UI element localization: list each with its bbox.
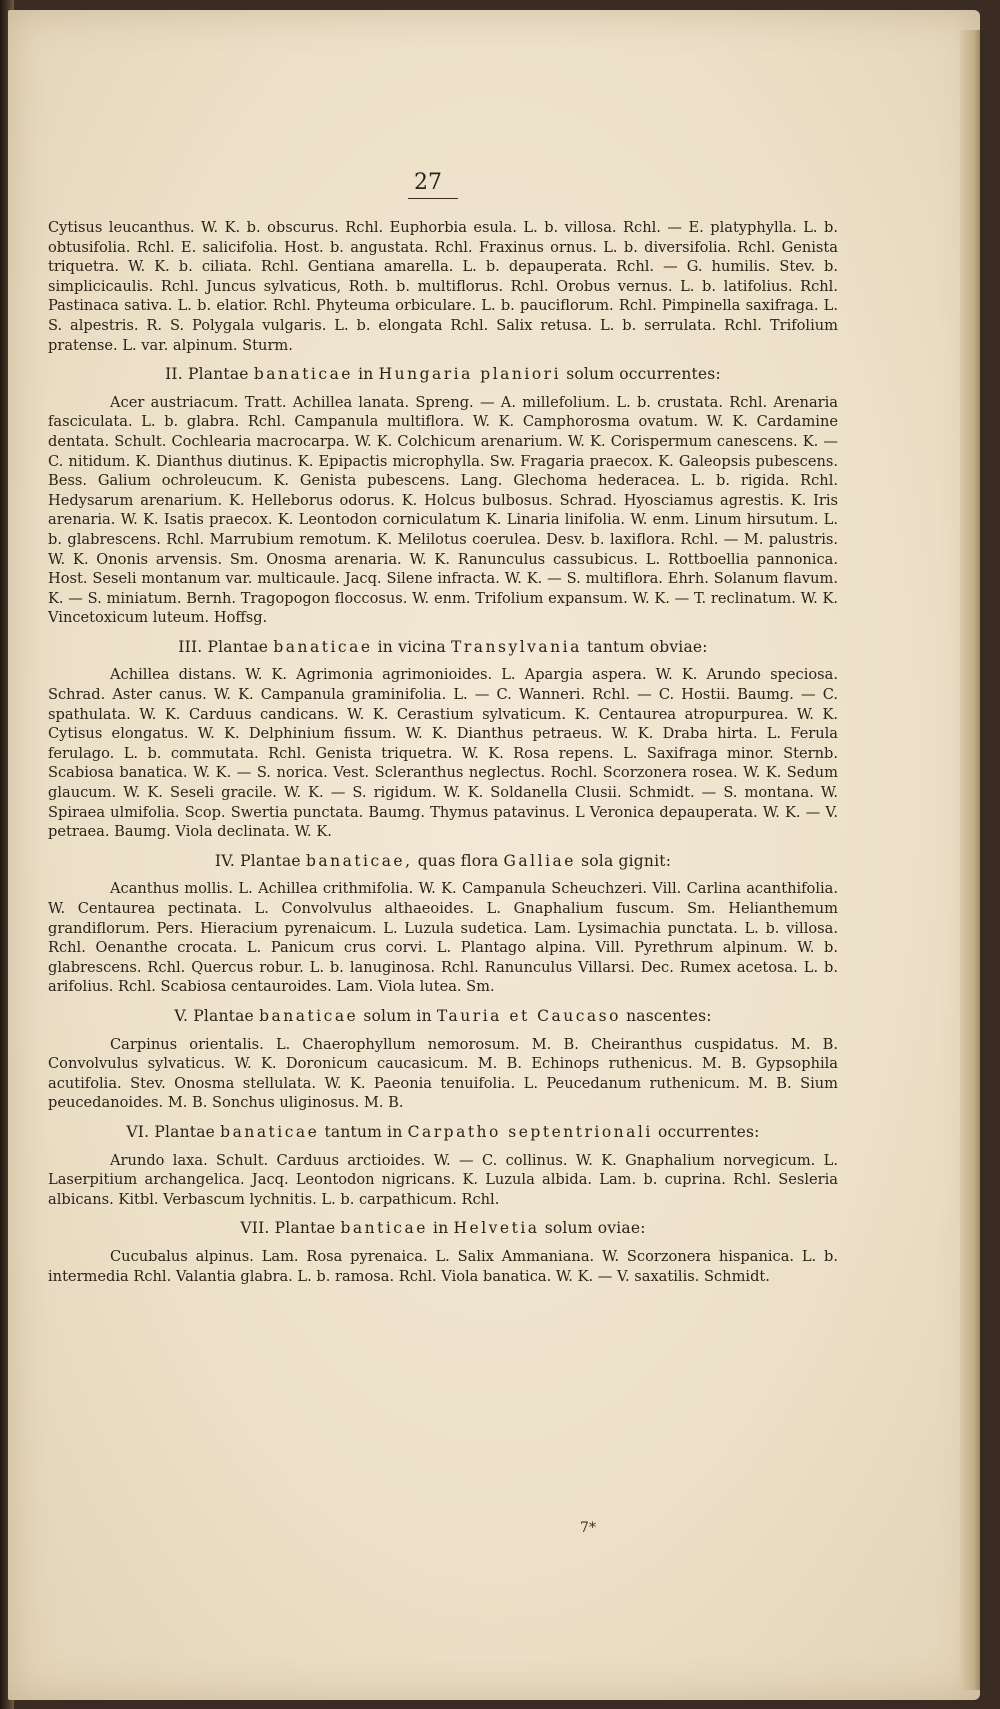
section-heading-v: V. Plantae banaticae solum in Tauria et Caucaso nascentes: — [174, 1006, 712, 1025]
section-text-vii: Cucubalus alpinus. Lam. Rosa pyrenaica. L. Salix Ammaniana. W. Scorzonera hispanica. L. b. intermedia Rchl. Valantia glabra. L. b. ramosa. Rchl. Viola banatica. W. K. — V. saxatilis. Schmidt. — [48, 1247, 838, 1285]
section-heading-vii: VII. Plantae banticae in Helvetia solum oviae: — [240, 1219, 646, 1238]
section-heading-ii: II. Plantae banaticae in Hungaria planiori solum occurrentes: — [165, 365, 721, 384]
section-heading-iii: III. Plantae banaticae in vicina Transylvania tantum obviae: — [178, 637, 708, 656]
section-text-iii: Achillea distans. W. K. Agrimonia agrimonioides. L. Apargia aspera. W. K. Arundo speciosa. Schrad. Aster canus. W. K. Campanula graminifolia. L. — C. Wanneri. Rchl. — C. Hostii. Baumg. — C. spathulata. W. K. Carduus candicans. W. K. Cerastium sylvaticum. K. Centaurea atropurpurea. W. K. Cytisus elongatus. W. K. Delphinium fissum. W. K. Dianthus petraeus. W. K. Draba hirta. L. Ferula ferulago. L. b. commutata. Rchl. Genista triquetra. W. K. Rosa repens. L. Saxifraga minor. Sternb. Scabiosa banatica. W. K. — S. norica. Vest. Scleranthus neglectus. Rochl. Scorzonera rosea. W. K. Sedum glaucum. W. K. Seseli gracile. W. K. — S. rigidum. W. K. Soldanella Clusii. Schmidt. — S. montana. W. Spiraea ulmifolia. Scop. Swertia punctata. Baumg. Thymus patavinus. L Veronica depauperata. W. K. — V. petraea. Baumg. Viola declinata. W. K. — [48, 666, 838, 841]
page-content — [48, 218, 838, 1286]
paragraph-continuation: Cytisus leucanthus. W. K. b. obscurus. Rchl. Euphorbia esula. L. b. villosa. Rchl. — E. platyphylla. L. b. obtusifolia. Rchl. E. salicifolia. Host. b. angustata. Rchl. Fraxinus ornus. L. b. diversifolia. Rchl. Genista triquetra. W. K. b. ciliata. Rchl. Gentiana amarella. L. b. depauperata. Rchl. — G. humilis. Stev. b. simplicicaulis. Rchl. Juncus sylvaticus, Roth. b. multiflorus. Rchl. Orobus vernus. L. b. latifolius. Rchl. Pastinaca sativa. L. b. elatior. Rchl. Phyteuma orbiculare. L. b. pauciflorum. Rchl. Pimpinella saxifraga. L. S. alpestris. R. S. Polygala vulgaris. L. b. elongata Rchl. Salix retusa. L. b. serrulata. Rchl. Trifolium pratense. L. var. alpinum. Sturm. — [48, 219, 838, 354]
section-text-vi: Arundo laxa. Schult. Carduus arctioides. W. — C. collinus. W. K. Gnaphalium norvegicum. L. Laserpitium archangelica. Jacq. Leontodon nigricans. K. Luzula albida. Lam. b. cuprina. Rchl. Sesleria albicans. Kitbl. Verbascum lychnitis. L. b. carpathicum. Rchl. — [48, 1151, 838, 1208]
section-heading-iv: IV. Plantae banaticae, quas flora Galliae sola gignit: — [214, 851, 672, 870]
book-page — [8, 10, 980, 1700]
page-edge — [960, 30, 980, 1690]
section-heading-vi: VI. Plantae banaticae tantum in Carpatho septentrionali occurrentes: — [126, 1122, 760, 1141]
section-text-v: Carpinus orientalis. L. Chaerophyllum nemorosum. M. B. Cheiranthus cuspidatus. M. B. Convolvulus sylvaticus. W. K. Doronicum caucasicum. M. B. Echinops ruthenicus. M. B. Gypsophila acutifolia. Stev. Onosma stellulata. W. K. Paeonia tenuifolia. L. Peucedanum ruthenicum. M. B. Sium peucedanoides. M. B. Sonchus uliginosus. M. B. — [48, 1035, 838, 1112]
signature-mark: 7* — [580, 1520, 596, 1536]
section-text-iv: Acanthus mollis. L. Achillea crithmifolia. W. K. Campanula Scheuchzeri. Vill. Carlina acanthifolia. W. Centaurea pectinata. L. Convolvulus althaeoides. L. Gnaphalium fuscum. Sm. Helianthemum grandiflorum. Pers. Hieracium pyrenaicum. L. Luzula sudetica. Lam. Lysimachia punctata. L. b. villosa. Rchl. Oenanthe crocata. L. Panicum crus corvi. L. Plantago alpina. Vill. Pyrethrum alpinum. W. b. glabrescens. Rchl. Quercus robur. L. b. lanuginosa. Rchl. Ranunculus Villarsi. Dec. Rumex acetosa. L. b. arifolius. Rchl. Scabiosa centauroides. Lam. Viola lutea. Sm. — [48, 880, 838, 996]
section-text-ii: Acer austriacum. Tratt. Achillea lanata. Spreng. — A. millefolium. L. b. crustata. Rchl. Arenaria fasciculata. L. b. glabra. Rchl. Campanula multiflora. W. K. Camphorosma ovatum. W. K. Cardamine dentata. Schult. Cochlearia macrocarpa. W. K. Colchicum arenarium. W. K. Corispermum canescens. K. — C. nitidum. K. Dianthus diutinus. K. Epipactis microphylla. Sw. Fragaria praecox. K. Galeopsis pubescens. Bess. Galium ochroleucum. K. Genista pubescens. Lang. Glechoma hederacea. L. b. rigida. Rchl. Hedysarum arenarium. K. Helleborus odorus. K. Holcus bulbosus. Schrad. Hyosciamus agrestis. K. Iris arenaria. W. K. Isatis praecox. K. Leontodon corniculatum K. Linaria linifolia. W. enm. Linum hirsutum. L. b. glabrescens. Rchl. Marrubium remotum. K. Melilotus coerulea. Desv. b. laxiflora. Rchl. — M. palustris. W. K. Ononis arvensis. Sm. Onosma arenaria. W. K. Ranunculus cassubicus. L. Rottboellia pannonica. Host. Seseli montanum var. multicaule. Jacq. Silene infracta. W. K. — S. multiflora. Ehrh. Solanum flavum. K. — S. miniatum. Bernh. Tragopogon floccosus. W. enm. Trifolium expansum. W. K. — T. reclinatum. W. K. Vincetoxicum luteum. Hoffsg. — [48, 393, 838, 627]
page-number: 27 — [414, 170, 442, 195]
page-number-rule — [408, 198, 458, 199]
